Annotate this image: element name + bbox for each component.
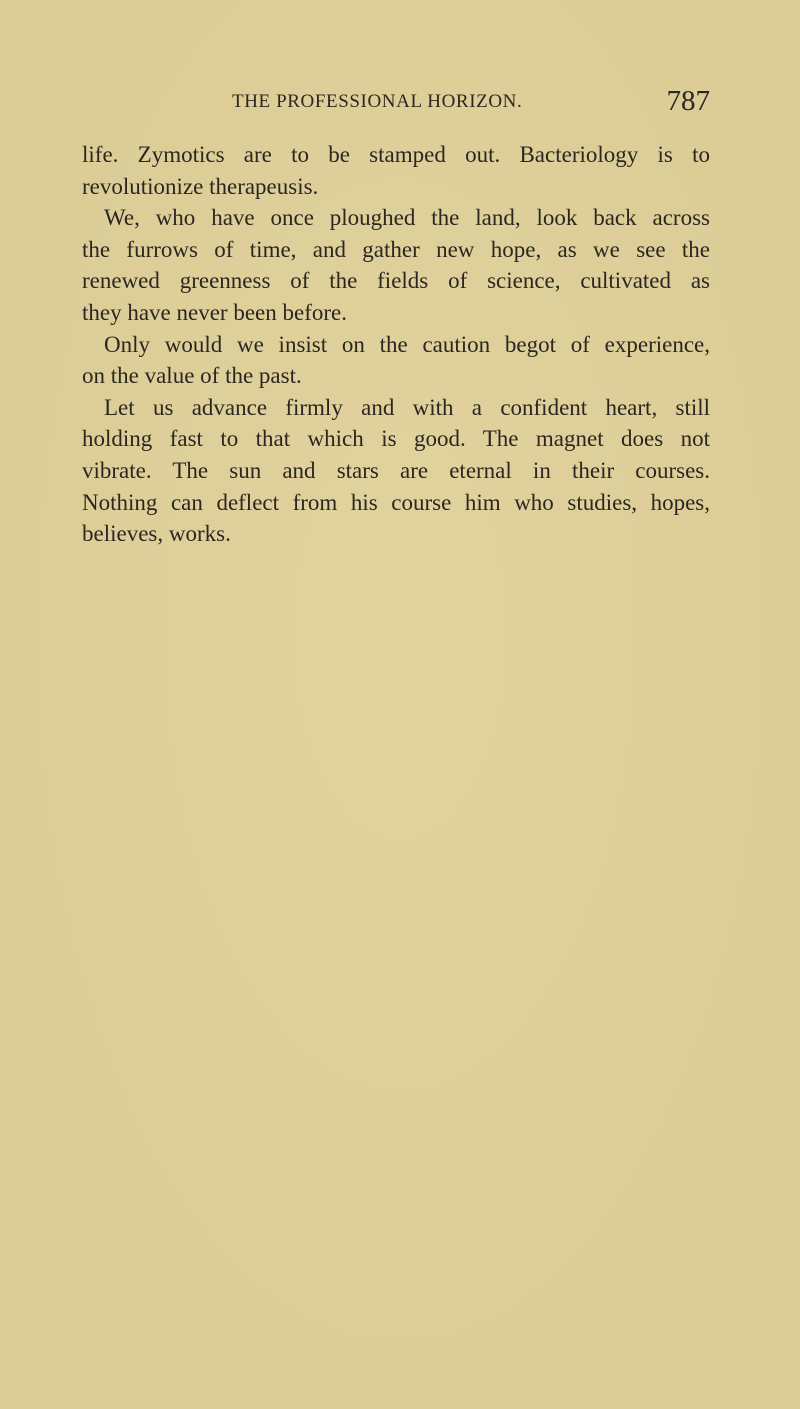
text-line: life. Zymotics are to be stamped out. Bacteriology is to: [82, 142, 710, 167]
text-line: believes, works.: [82, 521, 231, 547]
page-number: 787: [666, 85, 710, 117]
text-line: renewed greenness of the fields of science, cultivated as: [82, 268, 710, 294]
text-line: they have never been before.: [82, 299, 347, 325]
body-text: [82, 139, 710, 550]
running-head: [82, 86, 710, 120]
text-line: holding fast to that which is good. The magnet does not: [82, 426, 710, 452]
text-line: Nothing can deflect from his course him who studies, hopes,: [82, 489, 710, 515]
text-line: the furrows of time, and gather new hope, as we see the: [82, 236, 710, 262]
running-title: THE PROFESSIONAL HORIZON.: [232, 91, 523, 112]
text-line: on the value of the past.: [82, 363, 302, 389]
text-line: vibrate. The sun and stars are eternal in their courses.: [82, 457, 710, 483]
text-line: Only would we insist on the caution begot of experience,: [104, 331, 710, 357]
text-line: Let us advance firmly and with a confident heart, still: [104, 394, 710, 420]
text-line: We, who have once ploughed the land, look back across: [104, 205, 710, 231]
text-line: revolutionize therapeusis.: [82, 173, 319, 199]
